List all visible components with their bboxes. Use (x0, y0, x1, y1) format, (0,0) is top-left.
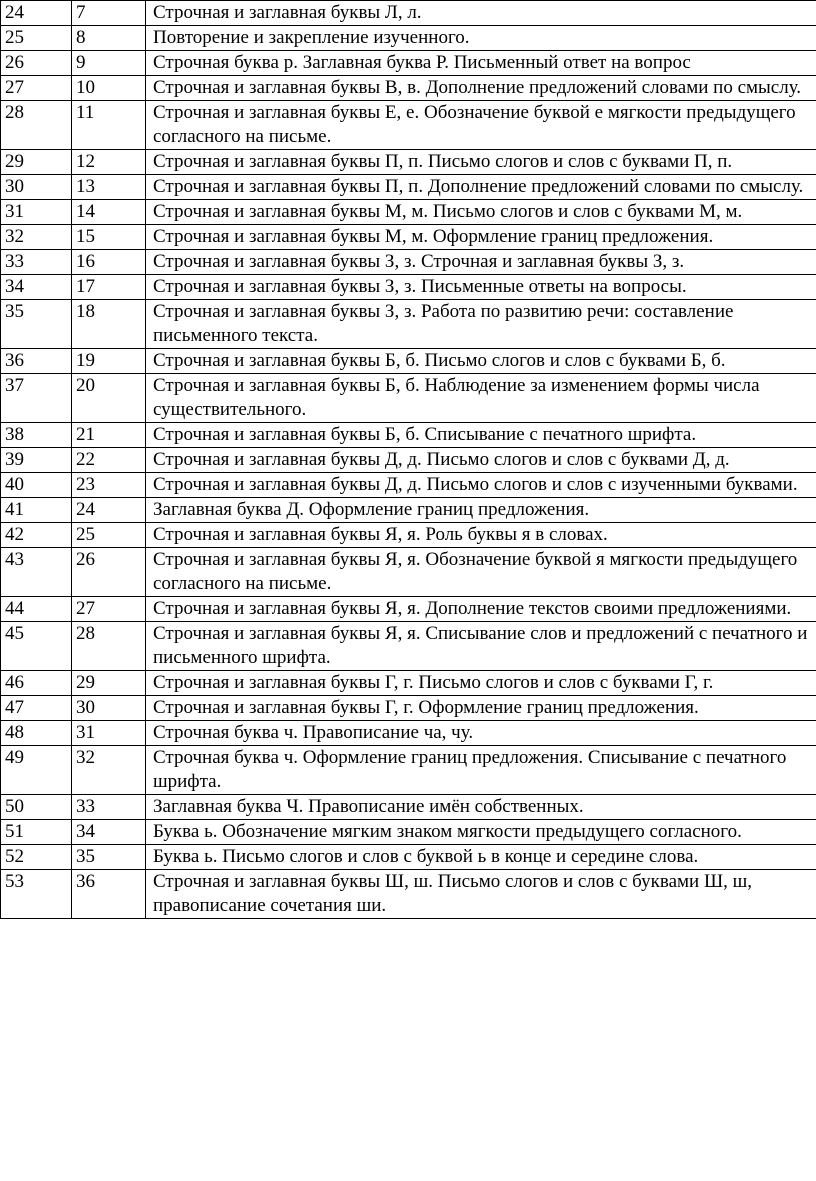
lesson-number-cell: 24 (72, 498, 146, 523)
lesson-topic-cell: Строчная и заглавная буквы Г, г. Письмо слогов и слов с буквами Г, г. (146, 671, 816, 696)
lesson-number-cell: 21 (72, 423, 146, 448)
lesson-topic-cell: Заглавная буква Д. Оформление границ предложения. (146, 498, 816, 523)
lesson-topic-cell: Строчная и заглавная буквы Л, л. (146, 1, 816, 26)
lesson-topic-cell: Заглавная буква Ч. Правописание имён собственных. (146, 795, 816, 820)
lesson-topic-cell: Строчная и заглавная буквы Я, я. Дополнение текстов своими предложениями. (146, 597, 816, 622)
lesson-number-cell: 12 (72, 150, 146, 175)
table-row (1, 26, 816, 51)
lesson-topic-cell: Строчная и заглавная буквы Д, д. Письмо слогов и слов с буквами Д, д. (146, 448, 816, 473)
table-row (1, 671, 816, 696)
table-row (1, 1, 816, 26)
row-number-cell: 39 (1, 448, 72, 473)
lesson-topic-cell: Строчная и заглавная буквы П, п. Письмо слогов и слов с буквами П, п. (146, 150, 816, 175)
table-row (1, 300, 816, 349)
table-row (1, 498, 816, 523)
table-row (1, 548, 816, 597)
row-number-cell: 41 (1, 498, 72, 523)
row-number-cell: 40 (1, 473, 72, 498)
row-number-cell: 45 (1, 622, 72, 671)
lesson-number-cell: 28 (72, 622, 146, 671)
lesson-topic-cell: Строчная и заглавная буквы Б, б. Списывание с печатного шрифта. (146, 423, 816, 448)
lesson-number-cell: 25 (72, 523, 146, 548)
row-number-cell: 44 (1, 597, 72, 622)
table-row (1, 175, 816, 200)
lesson-number-cell: 11 (72, 101, 146, 150)
table-row (1, 721, 816, 746)
table-row (1, 225, 816, 250)
lesson-number-cell: 22 (72, 448, 146, 473)
lesson-number-cell: 23 (72, 473, 146, 498)
table-row (1, 101, 816, 150)
lesson-number-cell: 36 (72, 870, 146, 919)
table-row (1, 150, 816, 175)
lesson-topic-cell: Строчная буква ч. Оформление границ предложения. Списывание с печатного шрифта. (146, 746, 816, 795)
table-row (1, 275, 816, 300)
lesson-topic-cell: Строчная буква ч. Правописание ча, чу. (146, 721, 816, 746)
row-number-cell: 36 (1, 349, 72, 374)
row-number-cell: 43 (1, 548, 72, 597)
lesson-topic-cell: Строчная и заглавная буквы Я, я. Списывание слов и предложений с печатного и письменного шрифта. (146, 622, 816, 671)
table-row (1, 200, 816, 225)
lesson-number-cell: 18 (72, 300, 146, 349)
lesson-number-cell: 20 (72, 374, 146, 423)
row-number-cell: 47 (1, 696, 72, 721)
table-row (1, 473, 816, 498)
row-number-cell: 24 (1, 1, 72, 26)
row-number-cell: 26 (1, 51, 72, 76)
lesson-number-cell: 32 (72, 746, 146, 795)
lesson-topic-cell: Строчная и заглавная буквы М, м. Письмо слогов и слов с буквами М, м. (146, 200, 816, 225)
lesson-number-cell: 35 (72, 845, 146, 870)
lesson-topic-cell: Строчная и заглавная буквы Я, я. Роль буквы я в словах. (146, 523, 816, 548)
table-body (1, 1, 816, 919)
row-number-cell: 27 (1, 76, 72, 101)
table-row (1, 250, 816, 275)
row-number-cell: 25 (1, 26, 72, 51)
lesson-number-cell: 17 (72, 275, 146, 300)
row-number-cell: 50 (1, 795, 72, 820)
lesson-topic-cell: Строчная буква р. Заглавная буква Р. Письменный ответ на вопрос (146, 51, 816, 76)
lesson-number-cell: 7 (72, 1, 146, 26)
lesson-topic-cell: Строчная и заглавная буквы З, з. Строчная и заглавная буквы З, з. (146, 250, 816, 275)
lesson-number-cell: 13 (72, 175, 146, 200)
row-number-cell: 28 (1, 101, 72, 150)
lesson-topic-cell: Строчная и заглавная буквы Б, б. Письмо слогов и слов с буквами Б, б. (146, 349, 816, 374)
table-row (1, 622, 816, 671)
row-number-cell: 48 (1, 721, 72, 746)
row-number-cell: 53 (1, 870, 72, 919)
table-row (1, 845, 816, 870)
table-row (1, 374, 816, 423)
lesson-number-cell: 30 (72, 696, 146, 721)
row-number-cell: 38 (1, 423, 72, 448)
lesson-number-cell: 19 (72, 349, 146, 374)
lesson-number-cell: 26 (72, 548, 146, 597)
lesson-number-cell: 10 (72, 76, 146, 101)
row-number-cell: 52 (1, 845, 72, 870)
table-row (1, 448, 816, 473)
lesson-number-cell: 16 (72, 250, 146, 275)
lesson-topic-cell: Строчная и заглавная буквы Е, е. Обозначение буквой е мягкости предыдущего согласного на письме. (146, 101, 816, 150)
lesson-number-cell: 15 (72, 225, 146, 250)
table-row (1, 696, 816, 721)
row-number-cell: 29 (1, 150, 72, 175)
row-number-cell: 35 (1, 300, 72, 349)
lesson-number-cell: 14 (72, 200, 146, 225)
lesson-number-cell: 33 (72, 795, 146, 820)
table-row (1, 523, 816, 548)
row-number-cell: 34 (1, 275, 72, 300)
lesson-topic-cell: Буква ь. Письмо слогов и слов с буквой ь в конце и середине слова. (146, 845, 816, 870)
lesson-number-cell: 9 (72, 51, 146, 76)
lesson-number-cell: 8 (72, 26, 146, 51)
table-row (1, 795, 816, 820)
lesson-topic-cell: Строчная и заглавная буквы Г, г. Оформление границ предложения. (146, 696, 816, 721)
table-row (1, 870, 816, 919)
lesson-topic-cell: Строчная и заглавная буквы Я, я. Обозначение буквой я мягкости предыдущего согласного на письме. (146, 548, 816, 597)
lesson-number-cell: 29 (72, 671, 146, 696)
table-row (1, 349, 816, 374)
lesson-topic-cell: Строчная и заглавная буквы З, з. Работа по развитию речи: составление письменного текста. (146, 300, 816, 349)
table-row (1, 746, 816, 795)
row-number-cell: 51 (1, 820, 72, 845)
table-row (1, 423, 816, 448)
lesson-topic-cell: Строчная и заглавная буквы В, в. Дополнение предложений словами по смыслу. (146, 76, 816, 101)
lesson-topic-cell: Повторение и закрепление изученного. (146, 26, 816, 51)
row-number-cell: 30 (1, 175, 72, 200)
lesson-topic-cell: Строчная и заглавная буквы М, м. Оформление границ предложения. (146, 225, 816, 250)
row-number-cell: 46 (1, 671, 72, 696)
row-number-cell: 49 (1, 746, 72, 795)
lesson-topic-cell: Строчная и заглавная буквы Б, б. Наблюдение за изменением формы числа существительного. (146, 374, 816, 423)
table-row (1, 76, 816, 101)
row-number-cell: 42 (1, 523, 72, 548)
lesson-topic-cell: Строчная и заглавная буквы П, п. Дополнение предложений словами по смыслу. (146, 175, 816, 200)
lesson-topic-cell: Строчная и заглавная буквы З, з. Письменные ответы на вопросы. (146, 275, 816, 300)
lesson-topic-cell: Строчная и заглавная буквы Д, д. Письмо слогов и слов с изученными буквами. (146, 473, 816, 498)
lesson-number-cell: 31 (72, 721, 146, 746)
row-number-cell: 32 (1, 225, 72, 250)
row-number-cell: 31 (1, 200, 72, 225)
lesson-number-cell: 27 (72, 597, 146, 622)
lesson-topic-cell: Строчная и заглавная буквы Ш, ш. Письмо слогов и слов с буквами Ш, ш, правописание сочетания ши. (146, 870, 816, 919)
table-row (1, 51, 816, 76)
table-row (1, 820, 816, 845)
lesson-topic-cell: Буква ь. Обозначение мягким знаком мягкости предыдущего согласного. (146, 820, 816, 845)
row-number-cell: 37 (1, 374, 72, 423)
lesson-number-cell: 34 (72, 820, 146, 845)
row-number-cell: 33 (1, 250, 72, 275)
table-row (1, 597, 816, 622)
